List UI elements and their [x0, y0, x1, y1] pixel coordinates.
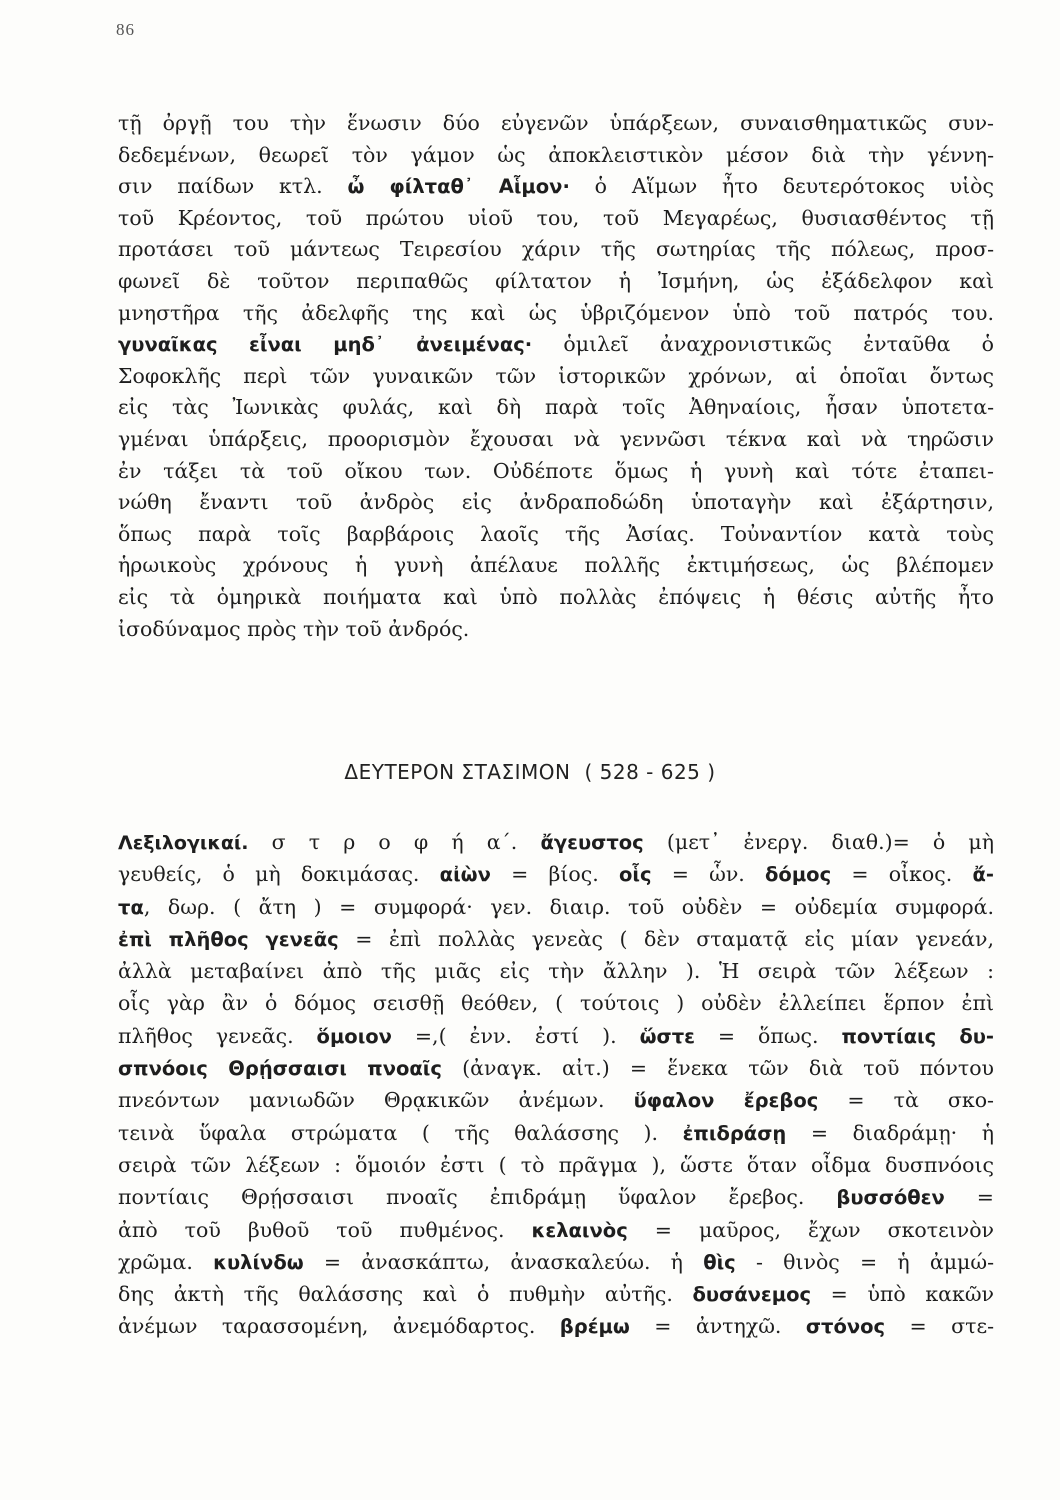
text-run: τοῦ Κρέοντος, τοῦ πρώτου υἱοῦ του, τοῦ Μεγαρέως, θυσιασθέντος τῇ	[118, 205, 994, 230]
text-run: οἷς γὰρ ἂν ὁ δόμος σεισθῇ θεόθεν, ( τούτοις ) οὐδὲν ἐλλείπει ἕρπον ἐπὶ	[118, 991, 994, 1016]
glossary-line	[118, 1084, 994, 1116]
headword: στόνος	[805, 1315, 886, 1339]
text-run: τῇ ὀργῇ του τὴν ἕνωσιν δύο εὐγενῶν ὑπάρξεων, συναισθηματικῶς συν-	[118, 111, 994, 135]
text-run: = βίος.	[490, 862, 619, 887]
text-run: ἀνέμων ταρασσομένη, ἀνεμόδαρτος.	[118, 1314, 560, 1339]
text-run: = τὰ σκο-	[818, 1088, 994, 1113]
headword: βρέμω	[559, 1315, 630, 1339]
text-run: - θινὸς = ἡ ἀμμώ-	[735, 1249, 994, 1274]
text-run: σειρὰ τῶν λέξεων : ὅμοιόν ἐστι ( τὸ πρᾶγμα ), ὥστε ὅταν οἶδμα δυσπνόοις	[118, 1152, 994, 1177]
glossary-line	[118, 858, 994, 890]
text-run: = στε-	[885, 1314, 994, 1339]
text-run: πλῆθος γενεᾶς.	[118, 1023, 317, 1048]
glossary-line	[118, 1149, 994, 1181]
paragraph-line	[118, 519, 994, 551]
commentary-paragraph	[118, 108, 994, 645]
paragraph-line	[118, 171, 994, 203]
text-run: ὁ Αἵμων ἦτο δευτερότοκος υἱὸς	[569, 174, 994, 199]
glossary-line	[118, 1181, 994, 1213]
headword: δόμος	[765, 863, 832, 887]
glossary-title: Λεξιλογικαί.	[118, 832, 249, 854]
text-run: (ἀναγκ. αἰτ.) = ἕνεκα τῶν διὰ τοῦ πόντου	[441, 1056, 994, 1081]
text-run: τεινὰ ὕφαλα στρώματα ( τῆς θαλάσσης ).	[118, 1120, 683, 1145]
text-run: δεδεμένων, θεωρεῖ τὸν γάμον ὡς ἀποκλειστικὸν μέσον διὰ τὴν γέννη-	[118, 142, 994, 167]
headword: σπνόοις Θρῄσσαισι πνοαῖς	[118, 1057, 442, 1081]
glossary-line	[118, 955, 994, 987]
headword: τα	[118, 895, 144, 919]
paragraph-line	[118, 298, 994, 330]
headword: γυναῖκας εἶναι μηδ᾽ ἀνειμένας·	[118, 333, 533, 357]
headword: οἷς	[618, 863, 652, 887]
paragraph-line	[118, 456, 994, 488]
headword: κελαινὸς	[531, 1218, 628, 1242]
headword: ἐπιδράσῃ	[682, 1121, 787, 1145]
glossary-line	[118, 1052, 994, 1084]
headword: ὥστε	[639, 1024, 695, 1048]
headword: ποντίαις δυ-	[841, 1024, 994, 1048]
text-run: =	[944, 1185, 994, 1210]
glossary-line	[118, 1117, 994, 1149]
headword: κυλίνδω	[213, 1250, 304, 1274]
text-run: χρῶμα.	[118, 1249, 214, 1274]
paragraph-line	[118, 487, 994, 519]
headword: ἄ-	[972, 863, 994, 887]
glossary-line	[118, 891, 994, 923]
text-run: , δωρ. ( ἄτη ) = συμφορά· γεν. διαιρ. τοῦ οὐδὲν = οὐδεμία συμφορά.	[143, 894, 994, 919]
page-number: 86	[116, 20, 135, 39]
paragraph-line	[118, 424, 994, 456]
text-run: =,( ἐνν. ἐστί ).	[391, 1023, 640, 1048]
paragraph-line	[118, 234, 994, 266]
headword: δυσάνεμος	[692, 1283, 812, 1307]
paragraph-line	[118, 329, 994, 361]
text-run: προτάσει τοῦ μάντεως Τειρεσίου χάριν τῆς σωτηρίας τῆς πόλεως, προσ-	[118, 237, 994, 262]
text-run: = μαῦρος, ἔχων σκοτεινὸν	[627, 1217, 994, 1242]
paragraph-line	[118, 614, 994, 646]
text-run: νώθη ἔναντι τοῦ ἀνδρὸς εἰς ἀνδραποδώδη ὑποταγὴν καὶ ἐξάρτησιν,	[118, 490, 994, 515]
section-title: ΔΕΥΤΕΡΟΝ ΣΤΑΣΙΜΟΝ	[344, 760, 571, 784]
headword: ὅμοιον	[316, 1024, 392, 1048]
paragraph-line	[118, 108, 994, 140]
glossary-line	[118, 1278, 994, 1310]
text-run: μνηστῆρα τῆς ἀδελφῆς της καὶ ὡς ὑβριζόμενον ὑπὸ τοῦ πατρός του.	[118, 300, 994, 325]
paragraph-line	[118, 140, 994, 172]
paragraph-line	[118, 266, 994, 298]
text-run: φωνεῖ δὲ τοῦτον περιπαθῶς φίλτατον ἡ Ἰσμήνη, ὡς ἐξάδελφον καὶ	[118, 268, 994, 293]
glossary-block	[118, 826, 994, 1343]
text-run: ἀλλὰ μεταβαίνει ἀπὸ τῆς μιᾶς εἰς τὴν ἄλλην ). Ἡ σειρὰ τῶν λέξεων :	[118, 959, 994, 984]
text-run: = ὧν.	[651, 862, 766, 887]
text-run: = ὅπως.	[695, 1023, 842, 1048]
text-run: = ἀντηχῶ.	[629, 1314, 806, 1339]
paragraph-line	[118, 582, 994, 614]
paragraph-line	[118, 550, 994, 582]
text-run: = ἀνασκάπτω, ἀνασκαλεύω. ἡ	[303, 1249, 704, 1274]
text-run: εἰς τὰ ὁμηρικὰ ποιήματα καὶ ὑπὸ πολλὰς ἐπόψεις ἡ θέσις αὐτῆς ἦτο	[118, 584, 994, 609]
headword: θὶς	[703, 1250, 736, 1274]
text-run: γμέναι ὑπάρξεις, προορισμὸν ἔχουσαι νὰ γεννῶσι τέκνα καὶ νὰ τηρῶσιν	[118, 426, 994, 451]
paragraph-line	[118, 361, 994, 393]
headword: ὕφαλον ἔρεβος	[633, 1089, 819, 1113]
glossary-line	[118, 923, 994, 955]
headword: ἐπὶ πλῆθος γενεᾶς	[118, 927, 339, 951]
paragraph-line	[118, 392, 994, 424]
text-run: ὁμιλεῖ ἀναχρονιστικῶς ἐνταῦθα ὁ	[532, 332, 994, 357]
glossary-line	[118, 1310, 994, 1342]
text-run: ἐν τάξει τὰ τοῦ οἴκου των. Οὐδέποτε ὅμως ἡ γυνὴ καὶ τότε ἐταπει-	[118, 458, 994, 483]
text-run: Σοφοκλῆς περὶ τῶν γυναικῶν τῶν ἱστορικῶν χρόνων, αἱ ὁποῖαι ὄντως	[118, 363, 994, 388]
glossary-line	[118, 826, 994, 858]
section-verse-range: ( 528 - 625 )	[584, 760, 716, 784]
paragraph-line	[118, 203, 994, 235]
glossary-line	[118, 1020, 994, 1052]
text-run: πνεόντων μανιωδῶν Θρᾳκικῶν ἀνέμων.	[118, 1088, 634, 1113]
text-run: ἰσοδύναμος πρὸς τὴν τοῦ ἀνδρός.	[118, 616, 470, 641]
text-run: ἀπὸ τοῦ βυθοῦ τοῦ πυθμένος.	[118, 1217, 532, 1242]
glossary-line	[118, 987, 994, 1019]
text-run: (μετ᾽ ἐνεργ. διαθ.)= ὁ μὴ	[643, 830, 994, 854]
text-run: = διαδράμῃ· ἡ	[786, 1120, 994, 1145]
text-run: δης ἀκτὴ τῆς θαλάσσης καὶ ὁ πυθμὴν αὐτῆς.	[118, 1282, 693, 1307]
headword: ἄγευστος	[540, 831, 644, 854]
glossary-line	[118, 1246, 994, 1278]
headword: αἰὼν	[439, 863, 491, 887]
text-run: εἰς τὰς Ἰωνικὰς φυλάς, καὶ δὴ παρὰ τοῖς Ἀθηναίοις, ἦσαν ὑποτετα-	[118, 395, 994, 420]
text-run: ἡρωικοὺς χρόνους ἡ γυνὴ ἀπέλαυε πολλῆς ἐκτιμήσεως, ὡς βλέπομεν	[118, 553, 994, 578]
text-run: σιν παίδων κτλ.	[118, 174, 348, 199]
text-run: = ἐπὶ πολλὰς γενεὰς ( δὲν σταματᾷ εἰς μίαν γενεάν,	[338, 926, 994, 951]
text-run: σ τ ρ ο φ ή α΄.	[248, 830, 541, 854]
text-run: = οἶκος.	[831, 862, 973, 887]
glossary-line	[118, 1214, 994, 1246]
text-run: ποντίαις Θρῄσσαισι πνοαῖς ἐπιδράμῃ ὕφαλον ἔρεβος.	[118, 1185, 837, 1210]
text-run: = ὑπὸ κακῶν	[811, 1282, 994, 1307]
section-heading	[0, 760, 1060, 784]
text-run: γευθείς, ὁ μὴ δοκιμάσας.	[118, 862, 440, 887]
headword: βυσσόθεν	[836, 1186, 945, 1210]
headword: ὦ φίλταθ᾽ Αἷμον·	[347, 175, 570, 199]
text-run: ὅπως παρὰ τοῖς βαρβάροις λαοῖς τῆς Ἀσίας. Τοὐναντίον κατὰ τοὺς	[118, 521, 994, 546]
